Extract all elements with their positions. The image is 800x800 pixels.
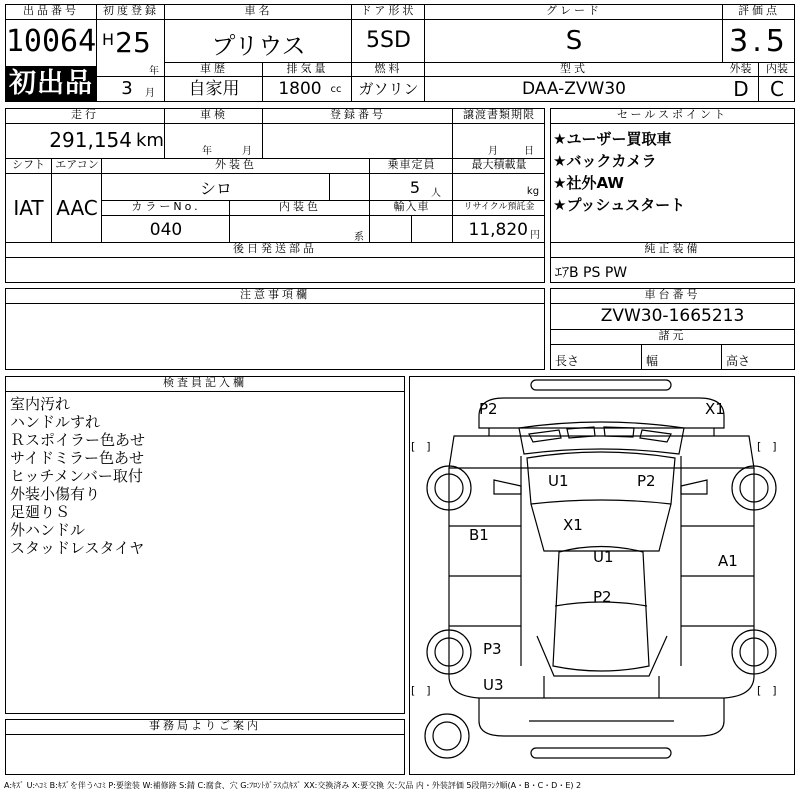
max-load-unit: kg <box>526 186 540 197</box>
score-label: 評価点 <box>723 4 795 20</box>
interior-grade-value: C <box>770 77 784 101</box>
shift-label: シフト <box>5 158 52 174</box>
equipment-label: 純正装備 <box>550 242 795 258</box>
first-reg-year: 25 <box>115 26 151 59</box>
bracket-mark: [ ] <box>757 440 777 453</box>
inspector-label: 検査員記入欄 <box>5 376 405 392</box>
inspector-line: スタッドレスタイヤ <box>10 539 145 557</box>
damage-mark: X1 <box>705 400 725 418</box>
first-reg-year-unit: 年 <box>149 66 159 77</box>
car-name-label: 車名 <box>165 4 352 20</box>
capacity-label: 乗車定員 <box>370 158 453 174</box>
inspector-line: サイドミラー色あせ <box>10 449 144 467</box>
inspection-month-unit: 月 <box>242 146 252 157</box>
displacement-value: 1800 <box>278 79 322 99</box>
inspector-line: 外装小傷有り <box>10 485 101 503</box>
bracket-mark: [ ] <box>411 684 431 697</box>
grade-value: S <box>565 26 583 56</box>
displacement-unit: cc <box>330 84 342 95</box>
fuel-value: ガソリン <box>358 80 419 98</box>
damage-mark: P2 <box>479 400 498 418</box>
exterior-color-value: シロ <box>199 179 232 198</box>
aircon-label: エアコン <box>52 158 102 174</box>
car-name-value: プリウス <box>211 32 306 60</box>
lot-label: 出品番号 <box>5 4 97 20</box>
sales-point-item: ★バックカメラ <box>553 152 657 170</box>
bracket-mark: [ ] <box>411 440 431 453</box>
aircon-value: AAC <box>56 196 98 220</box>
first-reg-month-unit: 月 <box>145 88 155 99</box>
sales-point-item: ★ユーザー買取車 <box>553 130 672 148</box>
score-value: 3.5 <box>729 24 789 59</box>
chassis-label: 車台番号 <box>550 288 795 304</box>
sales-point-item: ★社外AW <box>553 174 624 192</box>
height-label: 高さ <box>726 354 751 368</box>
inspector-line: ハンドルすれ <box>10 413 101 431</box>
recycle-value: 11,820 <box>468 220 528 240</box>
door-value: 5SD <box>366 28 411 53</box>
recycle-unit: 円 <box>530 230 540 241</box>
inspector-line: 外ハンドル <box>10 521 86 539</box>
recycle-label: リサイクル預託金 <box>453 200 545 216</box>
shift-value: IAT <box>13 196 44 220</box>
damage-mark: U3 <box>483 676 504 694</box>
inspection-label: 車検 <box>165 108 263 124</box>
damage-mark: U1 <box>548 472 569 490</box>
sales-point-item: ★プッシュスタート <box>553 196 686 214</box>
mileage-value: 291,154 <box>49 128 132 152</box>
transfer-day-unit: 日 <box>524 146 534 157</box>
width-label: 幅 <box>646 354 659 368</box>
office-label: 事務局よりご案内 <box>5 719 405 735</box>
damage-mark: P3 <box>483 640 502 658</box>
exterior-grade-value: D <box>733 77 749 101</box>
dimensions-label: 諸元 <box>550 329 795 345</box>
inspector-line: Ｒスポイラー色あせ <box>10 431 146 449</box>
history-value: 自家用 <box>188 79 240 99</box>
capacity-unit: 人 <box>431 188 441 199</box>
exterior-color-label: 外装色 <box>102 158 370 174</box>
damage-mark: P2 <box>593 588 612 606</box>
inspection-year-unit: 年 <box>202 146 212 157</box>
first-reg-era: H <box>101 30 115 49</box>
damage-mark: U1 <box>593 548 614 566</box>
transfer-month-unit: 月 <box>488 146 498 157</box>
model-label: 型式 <box>425 62 723 77</box>
car-diagram <box>409 376 795 775</box>
first-listing-badge: 初出品 <box>6 66 96 101</box>
reg-number-label: 登録番号 <box>263 108 453 124</box>
chassis-value: ZVW30-1665213 <box>600 306 745 326</box>
import-label: 輸入車 <box>370 200 453 216</box>
color-no-label: カラーNo. <box>102 200 230 216</box>
length-label: 長さ <box>555 354 580 368</box>
interior-grade-label: 内装 <box>759 62 795 77</box>
legend-text: A:ｷｽﾞ U:ﾍｺﾐ B:ｷｽﾞを伴うﾍｺﾐ P:要塗装 W:補修跡 S:錆 C:腐食、穴 G:ﾌﾛﾝﾄｶﾞﾗｽ点ｷｽﾞ XX:交換済み X:要交換 欠:欠品 内・外装評価 5段階ﾗﾝｸ順(A・B・C・D・E) 2 <box>4 781 582 790</box>
transfer-deadline-label: 譲渡書類期限 <box>453 108 545 124</box>
interior-color-unit: 系 <box>354 232 364 243</box>
first-reg-label: 初度登録 <box>97 4 165 20</box>
inspector-line: 室内汚れ <box>10 395 71 413</box>
notes-label: 注意事項欄 <box>5 288 545 304</box>
max-load-label: 最大積載量 <box>453 158 545 174</box>
lot-number: 10064 <box>5 24 97 59</box>
damage-mark: P2 <box>637 472 656 490</box>
history-label: 車歴 <box>165 62 263 77</box>
sales-points-label: セールスポイント <box>550 108 795 124</box>
color-no-value: 040 <box>149 220 183 240</box>
fuel-label: 燃料 <box>352 62 425 77</box>
damage-mark: B1 <box>469 526 489 544</box>
mileage-label: 走行 <box>5 108 165 124</box>
interior-color-label: 内装色 <box>230 200 370 216</box>
later-parts-label: 後日発送部品 <box>5 242 545 258</box>
equipment-value: ｴｱB PS PW <box>555 265 628 281</box>
grade-label: グレード <box>425 4 723 20</box>
first-reg-month: 3 <box>121 78 133 99</box>
capacity-value: 5 <box>409 178 421 197</box>
displacement-label: 排気量 <box>263 62 352 77</box>
bracket-mark: [ ] <box>757 684 777 697</box>
inspector-line: ヒッチメンバー取付 <box>10 467 143 485</box>
damage-mark: X1 <box>563 516 583 534</box>
damage-mark: A1 <box>718 552 738 570</box>
model-value: DAA-ZVW30 <box>521 79 626 99</box>
exterior-grade-label: 外装 <box>723 62 759 77</box>
mileage-unit: km <box>136 130 164 151</box>
door-label: ドア形状 <box>352 4 425 20</box>
inspector-line: 足廻りＳ <box>10 503 71 521</box>
